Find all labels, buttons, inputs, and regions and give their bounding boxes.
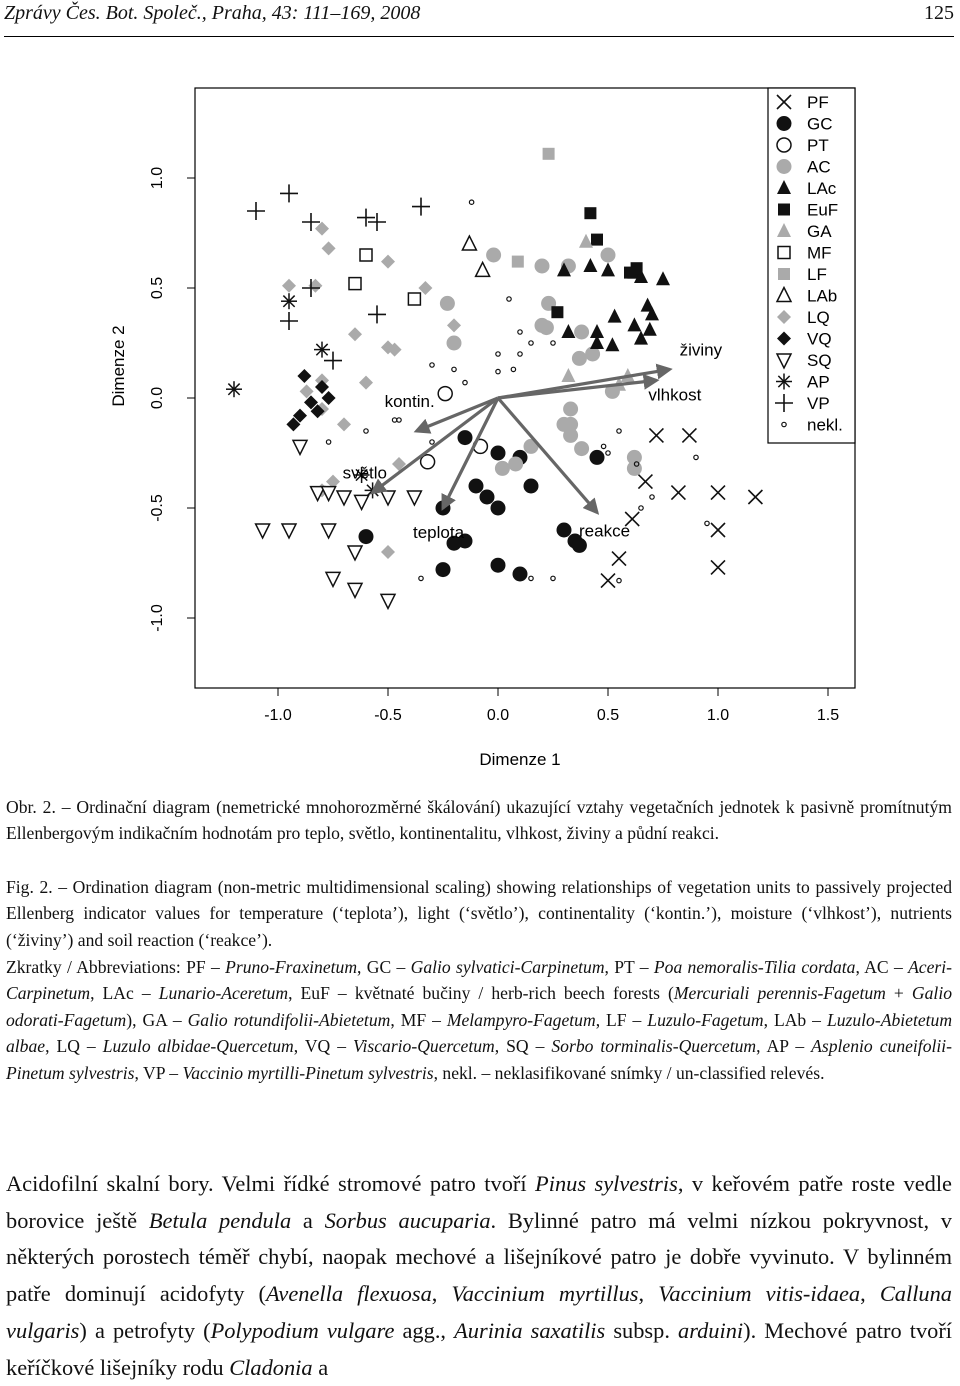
abbreviation-name: Lunario-Aceretum [158, 983, 289, 1004]
legend-marker [778, 268, 790, 280]
point-nekl [694, 455, 698, 459]
species-name: Vaccinium myrtillus [451, 1281, 639, 1307]
x-axis-label: Dimenze 1 [479, 750, 561, 769]
point-ac [447, 336, 462, 351]
caption-czech [6, 794, 952, 847]
x-tick-label: 1.5 [816, 707, 840, 724]
point-nekl [496, 369, 500, 373]
point-lq [381, 545, 395, 559]
header-rule [4, 36, 954, 37]
abbreviation-code: AP – [766, 1036, 812, 1057]
point-ac [572, 351, 587, 366]
point-gc [436, 562, 451, 577]
point-nekl [705, 521, 709, 525]
point-lq [381, 255, 395, 269]
abbreviation-code: AC – [864, 957, 909, 977]
abbreviation-code: GC – [366, 957, 411, 977]
point-gc [590, 450, 605, 465]
caption-english [6, 874, 952, 953]
point-pf [711, 486, 725, 500]
point-ac [563, 402, 578, 417]
legend-label: MF [807, 243, 832, 263]
point-pt [438, 387, 452, 401]
y-axis-label: Dimenze 2 [109, 325, 128, 407]
species-name: Calluna vulgaris [6, 1281, 953, 1343]
legend-marker [778, 247, 790, 259]
point-nekl [430, 440, 434, 444]
abbreviation-code: VQ – [304, 1036, 354, 1057]
abbreviations-tail: nekl. – neklasifikované snímky / un-classified relevés. [442, 1062, 825, 1083]
legend-label: VQ [807, 329, 832, 349]
point-nekl [617, 429, 621, 433]
point-ap [365, 482, 381, 498]
abbreviation-name: Galio odorati-Fagetum [6, 983, 952, 1030]
point-ac [563, 428, 578, 443]
point-sq [381, 491, 395, 505]
point-gc [491, 501, 506, 516]
point-lq [447, 318, 461, 332]
point-vq [322, 391, 336, 405]
vector-label: vlhkost [648, 385, 702, 405]
point-vq [297, 369, 311, 383]
abbreviation-name: Asplenio cuneifolii-Pinetum sylvestris [6, 1036, 953, 1083]
point-ac [574, 441, 589, 456]
point-vp [247, 202, 265, 220]
abbreviations-list: Zkratky / Abbreviations: PF – Pruno-Fraxinetum, GC – Galio sylvatici-Carpinetum, PT – Poa nemoralis-Tilia cordata, AC – Aceri-Carpinetum, LAc – Lunario-Aceretum, EuF – květnaté bučiny / herb-rich beech forests (Mercuriali perennis-Fagetum + Galio odorati-Fagetum), GA – Galio rotundifolii-Abietetum, MF – Melampyro-Fagetum, LF – Luzulo-Fagetum, LAb – Luzulo-Abietetum albae, LQ – Luzulo albidae-Quercetum, VQ – Viscario-Quercetum, SQ – Sorbo torminalis-Quercetum, AP – Asplenio cuneifolii-Pinetum sylvestris, VP – Vaccinio myrtilli-Pinetum sylvestris, nekl. – neklasifikované snímky / un-classified relevés. [6, 957, 953, 1083]
point-vp [368, 305, 386, 323]
y-axis [149, 167, 195, 632]
point-pf [711, 523, 725, 537]
vector-label: světlo [342, 463, 388, 483]
abbreviation-name: Luzulo-Fagetum [647, 1009, 764, 1030]
abbreviation-code: LF – [606, 1009, 648, 1030]
point-gc [491, 446, 506, 461]
x-tick-label: 0.5 [596, 707, 620, 724]
abbreviation-code: MF – [400, 1009, 447, 1030]
point-sq [322, 524, 336, 538]
legend-label: PT [807, 136, 829, 155]
caption-label: Fig. 2. [6, 877, 53, 897]
point-gc [524, 479, 539, 494]
point-lq [282, 279, 296, 293]
abbreviation-code: LAc – [102, 983, 159, 1004]
legend-label: LQ [807, 308, 830, 327]
abbreviation-code: GA – [142, 1009, 188, 1030]
species-name: Cladonia [229, 1354, 313, 1380]
point-nekl [463, 380, 467, 384]
point-euf [551, 306, 563, 318]
point-ap [314, 342, 330, 358]
legend-marker [776, 374, 792, 390]
legend-label: EuF [807, 200, 839, 220]
point-sq [355, 495, 369, 509]
point-lq [315, 222, 329, 236]
ordination-diagram [0, 40, 960, 780]
legend-marker [777, 159, 792, 174]
abbreviation-name: Viscario-Quercetum [353, 1036, 495, 1057]
abbreviation-code: SQ – [506, 1036, 552, 1057]
point-sq [348, 583, 362, 597]
point-lac [643, 322, 657, 336]
y-tick-label: -1.0 [149, 604, 166, 632]
y-tick-label: 0.0 [149, 386, 166, 410]
point-nekl [606, 451, 610, 455]
point-nekl [496, 352, 500, 356]
point-lac [605, 337, 619, 351]
species-name: Polypodium vulgare [210, 1317, 395, 1343]
point-sq [256, 524, 270, 538]
point-nekl [529, 341, 533, 345]
point-nekl [419, 576, 423, 580]
abbreviation-name: Sorbo torminalis-Quercetum [551, 1036, 757, 1057]
point-pf [711, 560, 725, 574]
abbreviation-name: Mercuriali perennis-Fagetum [673, 983, 886, 1004]
legend-label: AC [807, 157, 831, 177]
point-gc [458, 430, 473, 445]
abbreviations-lead: Zkratky / Abbreviations: [6, 957, 187, 977]
legend-label: LAb [807, 286, 838, 306]
point-sq [337, 491, 351, 505]
point-nekl [601, 444, 605, 448]
caption-label: Obr. 2. [6, 797, 56, 817]
point-lac [561, 324, 575, 338]
body-paragraph: Acidofilní skalní bory. Velmi řídké stromové patro tvoří Pinus sylvestris, v keřovém patře roste vedle borovice ještě Betula pendula a Sorbus aucuparia. Bylinné patro má velmi nízkou pokryvnost, v některých porostech téměř chybí, naopak mechové a lišejníkové patro je dobře vyvinuto. V bylinném patře dominují acidofyty (Avenella flexuosa, Vaccinium myrtillus, Vaccinium vitis-idaea, Calluna vulgaris) a petrofyty (Polypodium vulgare agg., Aurinia saxatilis subsp. arduini). Mechové patro tvoří keříčkové lišejníky rodu Cladonia a [6, 1171, 953, 1380]
point-lac [627, 317, 641, 331]
species-name: arduini [678, 1317, 744, 1343]
abbreviation-name: Melampyro-Fagetum [446, 1009, 596, 1030]
legend-label: LAc [807, 179, 837, 198]
point-pf [638, 475, 652, 489]
abbreviation-name: Luzulo-Abietetum albae [6, 1009, 953, 1057]
vector-label: reakce [579, 521, 631, 541]
vector-label: živiny [679, 340, 723, 360]
point-vp [412, 198, 430, 216]
point-pf [649, 428, 663, 442]
point-pf [612, 552, 626, 566]
point-ac [486, 248, 501, 263]
vector-label: teplota [413, 523, 465, 542]
point-lac [608, 309, 622, 323]
point-ga [579, 234, 593, 248]
legend-label: GA [807, 222, 832, 241]
point-gc [469, 479, 484, 494]
point-lf [543, 148, 555, 160]
legend-label: VP [807, 394, 830, 413]
point-ga [561, 368, 575, 382]
point-vp [280, 184, 298, 202]
point-nekl [551, 341, 555, 345]
legend-marker [777, 138, 791, 152]
point-ap [281, 293, 297, 309]
point-pf [682, 428, 696, 442]
point-ac [539, 320, 554, 335]
point-pt [421, 455, 435, 469]
legend-label: AP [807, 372, 830, 392]
caption-text: – Ordination diagram (non-metric multidimensional scaling) showing relationships of vegetation units to passively projected Ellenberg indicator values for temperature (‘teplota’), light (‘světlo’), continentality (‘kontin.’), moisture (‘vlhkost’), nutrients (‘živiny’) and soil reaction (‘reakce’). [6, 877, 952, 950]
point-lab [476, 262, 490, 276]
x-tick-label: -1.0 [264, 707, 292, 724]
abbreviation-name: Poa nemoralis-Tilia cordata [653, 957, 856, 977]
abbreviation-code: PT – [614, 957, 654, 977]
abbreviation-text: ) [126, 1009, 133, 1030]
point-vp [280, 312, 298, 330]
data-points [226, 148, 762, 609]
abbreviation-name: Pruno-Fraxinetum [225, 957, 358, 977]
point-ap [226, 381, 242, 397]
point-gc [491, 558, 506, 573]
abbreviation-name: Galio rotundifolii-Abietetum [187, 1009, 391, 1030]
abbreviation-code: LAb – [773, 1009, 827, 1030]
point-lac [656, 271, 670, 285]
point-sq [407, 491, 421, 505]
point-ac [508, 457, 523, 472]
plot-frame [195, 88, 855, 688]
legend-marker [778, 204, 790, 216]
abbreviation-name: Aceri-Carpinetum [6, 957, 953, 1004]
point-nekl [452, 367, 456, 371]
point-nekl [364, 429, 368, 433]
point-gc [557, 523, 572, 538]
point-ac [574, 325, 589, 340]
species-name: Avenella flexuosa [265, 1281, 432, 1307]
point-lac [601, 262, 615, 276]
point-nekl [529, 576, 533, 580]
point-lq [359, 376, 373, 390]
point-lac [583, 258, 597, 272]
point-sq [348, 546, 362, 560]
species-name: Betula pendula [148, 1207, 292, 1233]
point-nekl [639, 506, 643, 510]
point-nekl [650, 495, 654, 499]
point-sq [381, 594, 395, 608]
point-ac [440, 296, 455, 311]
point-nekl [392, 418, 396, 422]
point-euf [624, 267, 636, 279]
point-vp [357, 209, 375, 227]
abbreviation-name: Vaccinio myrtilli-Pinetum sylvestris [182, 1062, 434, 1083]
point-mf [408, 293, 420, 305]
point-euf [584, 207, 596, 219]
point-lq [337, 417, 351, 431]
abbreviation-name: Luzulo albidae-Quercetum [102, 1036, 294, 1057]
point-ac [495, 461, 510, 476]
point-vp [368, 213, 386, 231]
y-tick-label: 0.5 [149, 276, 166, 300]
point-sq [282, 524, 296, 538]
point-nekl [430, 363, 434, 367]
species-name: Pinus sylvestris [535, 1171, 678, 1196]
vector-label: kontin. [384, 392, 435, 411]
species-name: Vaccinium vitis-idaea [658, 1281, 861, 1307]
y-tick-label: 1.0 [149, 166, 166, 190]
point-mf [349, 278, 361, 290]
abbreviation-code: EuF – [300, 983, 355, 1004]
point-lq [322, 241, 336, 255]
paragraph-heading: Acidofilní skalní bory. [6, 1171, 214, 1196]
point-ac [601, 248, 616, 263]
point-nekl [511, 367, 515, 371]
x-axis [264, 688, 839, 724]
point-gc [513, 567, 528, 582]
abbreviation-code: PF – [186, 957, 226, 977]
species-name: Sorbus aucuparia [324, 1207, 491, 1233]
point-nekl [397, 418, 401, 422]
point-nekl [617, 578, 621, 582]
point-lq [348, 327, 362, 341]
point-nekl [518, 352, 522, 356]
point-sq [326, 572, 340, 586]
abbreviation-text: květnaté bučiny / herb-rich beech forests ( [354, 983, 674, 1004]
legend-label: nekl. [807, 415, 843, 435]
point-nekl [326, 440, 330, 444]
point-lf [512, 256, 524, 268]
point-gc [359, 529, 374, 544]
legend-marker [777, 116, 792, 131]
point-ac [535, 259, 550, 274]
y-tick-label: -0.5 [149, 494, 166, 522]
x-tick-label: 1.0 [706, 707, 730, 724]
point-lab [462, 236, 476, 250]
point-pf [671, 486, 685, 500]
vector-arrow [498, 380, 656, 398]
legend-label: LF [807, 265, 827, 284]
legend-label: SQ [807, 351, 832, 370]
point-euf [591, 234, 603, 246]
x-tick-label: 0.0 [486, 707, 510, 724]
species-name: Aurinia saxatilis [454, 1317, 606, 1343]
abbreviation-name: Galio sylvatici-Carpinetum [410, 957, 605, 977]
journal-citation: Zprávy Čes. Bot. Společ., Praha, 43: 111–169, 2008 [4, 2, 421, 24]
legend [768, 88, 855, 443]
point-nekl [518, 330, 522, 334]
point-nekl [507, 297, 511, 301]
abbreviation-text: + [885, 983, 912, 1004]
point-pf [748, 490, 762, 504]
point-pf [601, 574, 615, 588]
abbreviation-code: LQ – [56, 1036, 103, 1057]
point-mf [360, 249, 372, 261]
page-number: 125 [924, 2, 954, 24]
point-nekl [551, 576, 555, 580]
legend-label: PF [807, 93, 829, 112]
abbreviation-code: VP – [143, 1062, 183, 1083]
point-sq [293, 440, 307, 454]
caption-text: – Ordinační diagram (nemetrické mnohorozměrné škálování) ukazující vztahy vegetačních jednotek k pasivně promítnutým Ellenbergovým indikačním hodnotám pro teplo, světlo, kontinentalitu, vlhkost, živiny a půdní reakci. [6, 797, 952, 844]
legend-label: GC [807, 114, 833, 134]
point-gc [480, 490, 495, 505]
x-tick-label: -0.5 [374, 707, 402, 724]
running-header [4, 2, 954, 32]
point-nekl [469, 200, 473, 204]
